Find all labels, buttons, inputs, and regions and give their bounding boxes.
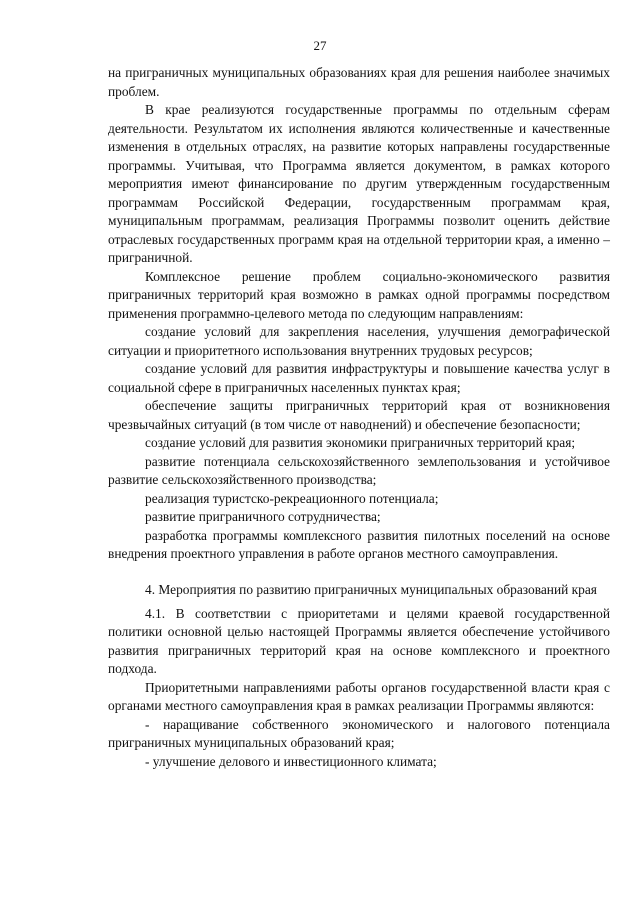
- document-body: [108, 64, 610, 771]
- page-number: 27: [313, 38, 327, 53]
- paragraph: 4.1. В соответствии с приоритетами и целями краевой государственной политики основной целью настоящей Программы является обеспечение устойчивого развития приграничных территорий края на основе комплексного и проектного подхода.: [108, 605, 610, 676]
- section-heading: 4. Мероприятия по развитию приграничных муниципальных образований края: [145, 581, 597, 597]
- paragraph-group-bottom: [108, 605, 610, 772]
- list-item: реализация туристско-рекреационного потенциала;: [145, 490, 439, 506]
- list-item: разработка программы комплексного развития пилотных поселений на основе внедрения проектного управления в работе органов местного самоуправления.: [108, 527, 610, 561]
- paragraph: Комплексное решение проблем социально-экономического развития приграничных территорий края возможно в рамках одной программы посредством применения программно-целевого метода по следующим направлениям:: [108, 268, 610, 321]
- list-item: создание условий для развития экономики приграничных территорий края;: [145, 435, 576, 450]
- paragraph-group-top: [108, 64, 610, 564]
- list-item: развитие потенциала сельскохозяйственного землепользования и устойчивое развитие сельскохозяйственного производства;: [108, 453, 610, 487]
- list-item: развитие приграничного сотрудничества;: [145, 509, 381, 524]
- list-item: обеспечение защиты приграничных территорий края от возникновения чрезвычайных ситуаций (в том числе от наводнений) и обеспечение безопасности;: [108, 398, 610, 432]
- paragraph: на приграничных муниципальных образованиях края для решения наиболее значимых проблем.: [108, 65, 610, 99]
- paragraph: В крае реализуются государственные программы по отдельным сферам деятельности. Результатом их исполнения являются количественные и качественные изменения в отдельных отраслях, на развитие которых направлены государственные программы. Учитывая, что Программа является документом, в рамках которого мероприятия имеют финансирование по другим утвержденным государственным программам Российской Федерации, государственным программам края, муниципальным программам, реализация Программы позволит оценить действие отраслевых государственных программ края на отдельной территории края, а именно – приграничной.: [108, 102, 610, 265]
- list-item: создание условий для закрепления населения, улучшения демографической ситуации и приоритетного использования внутренних трудовых ресурсов;: [108, 324, 610, 358]
- list-item: создание условий для развития инфраструктуры и повышение качества услуг в социальной сфере в приграничных населенных пунктах края;: [108, 361, 610, 395]
- list-item: - улучшение делового и инвестиционного климата;: [145, 753, 437, 769]
- list-item: - наращивание собственного экономического и налогового потенциала приграничных муниципальных образований края;: [108, 716, 610, 750]
- paragraph: Приоритетными направлениями работы органов государственной власти края с органами местного самоуправления края в рамках реализации Программы являются:: [108, 679, 610, 713]
